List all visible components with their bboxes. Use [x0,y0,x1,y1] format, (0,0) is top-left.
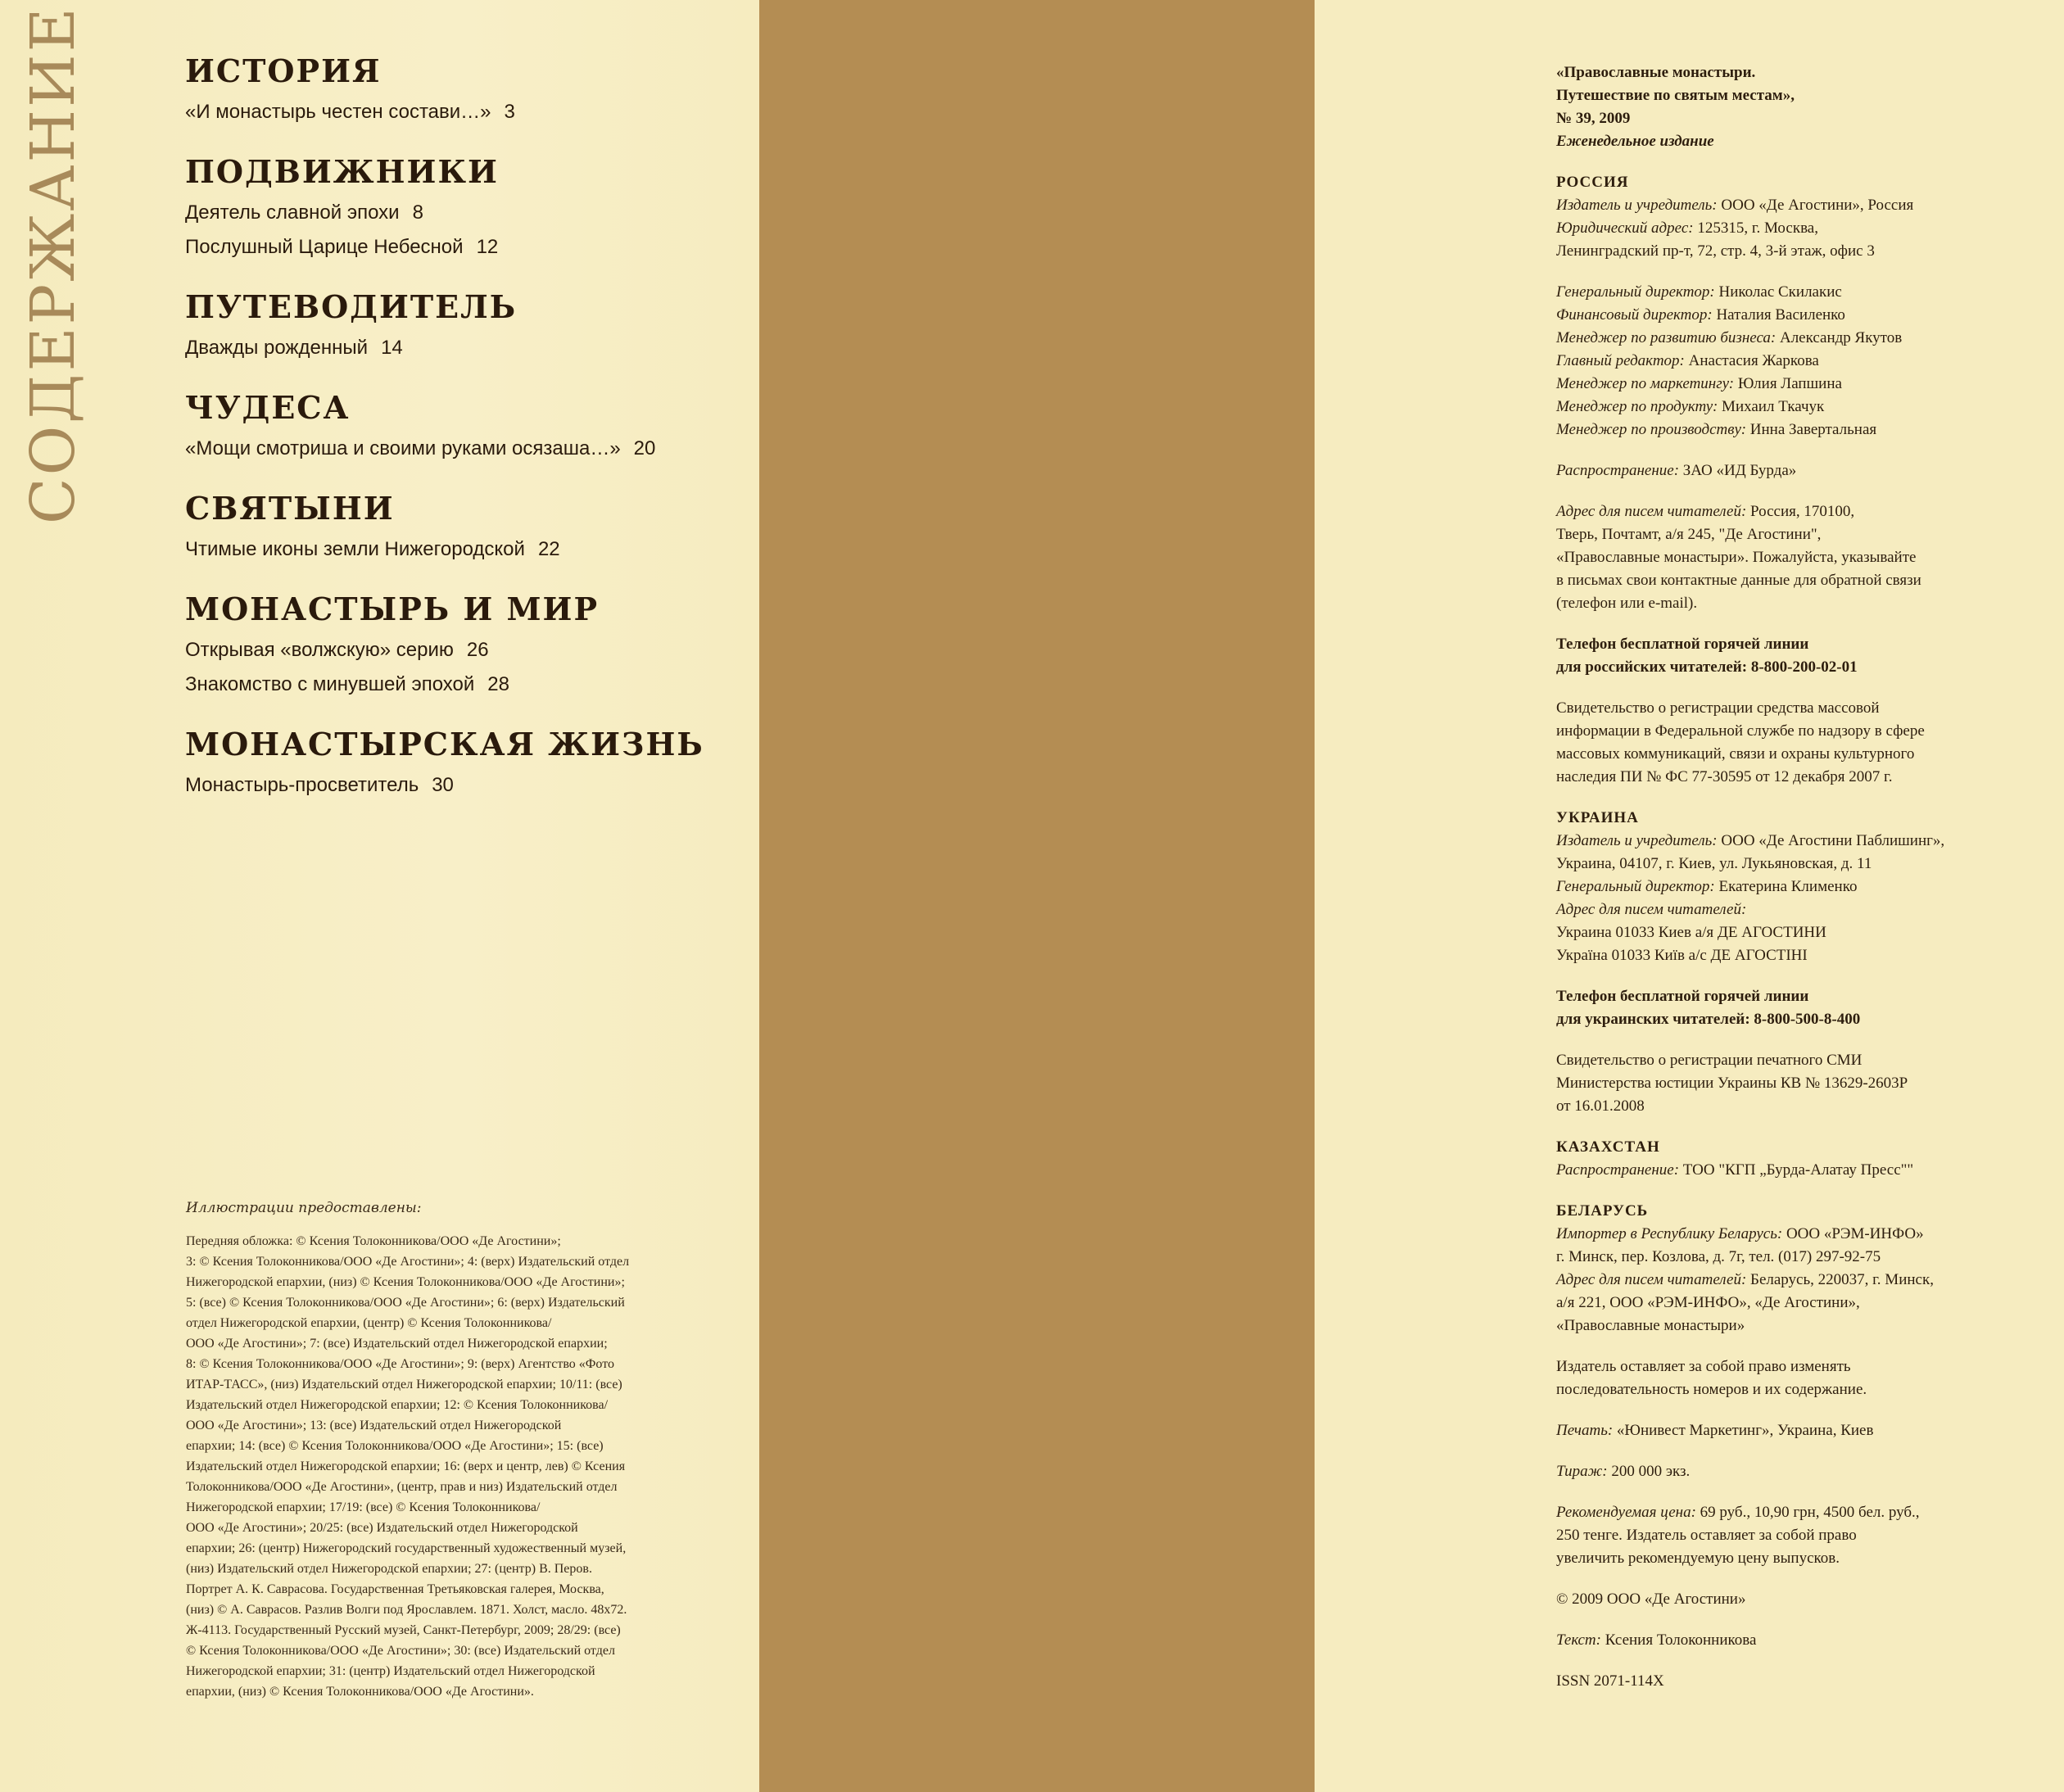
imprint-value: Анастасия Жаркова [1684,352,1819,369]
imprint-spacer [1556,1118,2064,1136]
toc-section [185,51,742,129]
imprint-line [1556,1072,2064,1095]
toc-entry[interactable] [185,768,742,803]
imprint-label: Импортер в Республику Беларусь: [1556,1225,1783,1242]
imprint-label: Менеджер по производству: [1556,421,1747,438]
imprint-value: Екатерина Клименко [1714,878,1858,895]
imprint-value: 69 руб., 10,90 грн, 4500 бел. руб., [1695,1504,1920,1521]
credit-line: Толоконникова/ООО «Де Агостини», (центр, прав и низ) Издательский отдел [186,1480,618,1494]
imprint-label: Текст: [1556,1631,1601,1649]
imprint-label: Тираж: [1556,1463,1608,1480]
credit-line: (низ) Издательский отдел Нижегородской епархии; 27: (центр) В. Перов. [186,1562,592,1576]
toc-entry[interactable] [185,432,742,466]
toc-entry-title: Открывая «волжскую» серию [185,639,454,661]
credit-line: ООО «Де Агостини»; 13: (все) Издательский отдел Нижегородской [186,1419,562,1432]
imprint-value: Телефон бесплатной горячей линии [1556,988,1809,1005]
imprint-line [1556,944,2064,967]
imprint-value: Телефон бесплатной горячей линии [1556,636,1809,653]
imprint-line [1556,84,2064,107]
imprint-value: Тверь, Почтамт, а/я 245, "Де Агостини", [1556,526,1822,543]
imprint-line [1556,1629,2064,1652]
imprint-line [1556,500,2064,523]
imprint-line [1556,1547,2064,1570]
credit-line: ООО «Де Агостини»; 20/25: (все) Издательский отдел Нижегородской [186,1521,578,1535]
imprint-line [1556,350,2064,373]
imprint-line [1556,853,2064,876]
imprint-text [1556,61,2064,1693]
imprint-value: ТОО "КГП „Бурда-Алатау Пресс"" [1679,1161,1914,1179]
imprint-value: ООО «Де Агостини», Россия [1717,197,1914,214]
imprint-label: Адрес для писем читателей: [1556,503,1747,520]
imprint-value: Александр Якутов [1776,329,1903,346]
imprint-value: информации в Федеральной службе по надзору в сфере [1556,722,1925,740]
imprint-value: «Православные монастыри. [1556,64,1756,81]
imprint-value: Юлия Лапшина [1734,375,1842,392]
imprint-label: Менеджер по маркетингу: [1556,375,1735,392]
imprint-value: (телефон или e-mail). [1556,595,1698,612]
toc-section-title: СВЯТЫНИ [185,490,395,527]
imprint-country-heading [1556,1136,2064,1159]
toc-section [185,287,742,365]
imprint-value: а/я 221, ООО «РЭМ-ИНФО», «Де Агостини», [1556,1294,1860,1311]
imprint-line [1556,876,2064,898]
imprint-line [1556,523,2064,546]
imprint-value: Путешествие по святым местам», [1556,87,1795,104]
imprint-line [1556,1223,2064,1246]
imprint-value: 200 000 экз. [1607,1463,1691,1480]
illustration-credits [186,1200,743,1702]
imprint-label: Распространение: [1556,1161,1680,1179]
toc-entry[interactable] [185,230,742,265]
credit-line: епархии; 26: (центр) Нижегородский государственный художественный музей, [186,1541,627,1555]
imprint-value: Украина 01033 Киев а/я ДЕ АГОСТИНИ [1556,924,1826,941]
credit-line: Передняя обложка: © Ксения Толоконникова/ООО «Де Агостини»; [186,1234,561,1248]
imprint-label: Юридический адрес: [1556,219,1694,237]
imprint-line [1556,592,2064,615]
toc-entry[interactable] [185,95,742,129]
credit-line: Нижегородской епархии; 31: (центр) Издательский отдел Нижегородской [186,1664,595,1678]
credit-line: Нижегородской епархии, (низ) © Ксения Толоконникова/ООО «Де Агостини»; [186,1275,625,1289]
contents-vertical-title: СОДЕРЖАНИЕ [18,5,88,524]
toc-entry-page: 3 [504,101,515,123]
imprint-line [1556,1460,2064,1483]
imprint-line [1556,1501,2064,1524]
imprint-spacer [1556,1031,2064,1049]
imprint-value: Наталия Василенко [1712,306,1845,324]
imprint-spacer [1556,153,2064,171]
imprint-label: Адрес для писем читателей: [1556,901,1747,918]
imprint-value: 125315, г. Москва, [1693,219,1818,237]
toc-entry-page: 8 [412,201,423,224]
imprint-line [1556,327,2064,350]
imprint-spacer [1556,1182,2064,1200]
imprint-value: Ленинградский пр-т, 72, стр. 4, 3-й этаж, офис 3 [1556,242,1875,260]
imprint-line [1556,1419,2064,1442]
imprint-value: «Юнивест Маркетинг», Украина, Киев [1613,1422,1874,1439]
imprint-line [1556,1159,2064,1182]
imprint-line [1556,281,2064,304]
imprint-country-heading [1556,171,2064,194]
toc-entry-title: Монастырь-просветитель [185,774,419,796]
imprint-label: Менеджер по продукту: [1556,398,1718,415]
credit-line: Издательский отдел Нижегородской епархии; 16: (верх и центр, лев) © Ксения [186,1459,626,1473]
imprint-value: Беларусь, 220037, г. Минск, [1746,1271,1934,1288]
imprint-line [1556,217,2064,240]
toc-entry-title: Чтимые иконы земли Нижегородской [185,538,525,560]
toc-section-title: МОНАСТЫРСКАЯ ЖИЗНЬ [185,726,704,763]
toc-entry[interactable] [185,196,742,230]
imprint-spacer [1556,1337,2064,1355]
imprint-line [1556,1378,2064,1401]
credit-line: ИТАР-ТАСС», (низ) Издательский отдел Нижегородской епархии; 10/11: (все) [186,1378,622,1392]
credit-line: 3: © Ксения Толоконникова/ООО «Де Агостини»; 4: (верх) Издательский отдел [186,1255,630,1269]
imprint-value: «Православные монастыри». Пожалуйста, указывайте [1556,549,1917,566]
imprint-value: © 2009 ООО «Де Агостини» [1556,1591,1746,1608]
imprint-label: Адрес для писем читателей: [1556,1271,1747,1288]
toc-entry-title: Деятель славной эпохи [185,201,400,224]
toc-section-title: ПОДВИЖНИКИ [185,153,499,190]
toc-entry-page: 12 [476,236,499,258]
imprint-label: Генеральный директор: [1556,283,1715,301]
credit-line: ООО «Де Агостини»; 7: (все) Издательский отдел Нижегородской епархии; [186,1337,608,1351]
toc-entry-title: Послушный Царице Небесной [185,236,464,258]
imprint-line [1556,898,2064,921]
imprint-label: Генеральный директор: [1556,878,1715,895]
credit-line: Издательский отдел Нижегородской епархии; 12: © Ксения Толоконникова/ [186,1398,609,1412]
imprint-value: Ксения Толоконникова [1600,1631,1757,1649]
imprint-spacer [1556,967,2064,985]
imprint-spacer [1556,1570,2064,1588]
table-of-contents [185,51,742,825]
imprint-value: РОССИЯ [1556,174,1629,191]
credit-line: Портрет А. К. Саврасова. Государственная Третьяковская галерея, Москва, [186,1582,604,1596]
page-edge [1315,0,1351,1792]
imprint-value: в письмах свои контактные данные для обратной связи [1556,572,1921,589]
imprint-value: от 16.01.2008 [1556,1097,1645,1115]
credit-line: отдел Нижегородской епархии, (центр) © Ксения Толоконникова/ [186,1316,552,1330]
imprint-label: Издатель и учредитель: [1556,197,1718,214]
imprint-country-heading [1556,807,2064,830]
toc-entry[interactable] [185,331,742,365]
imprint-spacer [1556,615,2064,633]
toc-entry-page: 28 [487,673,509,695]
toc-section-title: ЧУДЕСА [185,389,351,426]
toc-entry-page: 30 [432,774,454,796]
toc-entry-title: «И монастырь честен состави…» [185,101,491,123]
imprint-value: Издатель оставляет за собой право изменять [1556,1358,1851,1375]
imprint-line [1556,304,2064,327]
imprint-value: массовых коммуникаций, связи и охраны культурного [1556,745,1915,763]
imprint-panel [759,0,1945,1792]
credit-line: Нижегородской епархии; 17/19: (все) © Ксения Толоконникова/ [186,1500,541,1514]
imprint-value: «Православные монастыри» [1556,1317,1745,1334]
imprint-line [1556,921,2064,944]
imprint-label: Издатель и учредитель: [1556,832,1718,849]
imprint-spacer [1556,482,2064,500]
imprint-value: увеличить рекомендуемую цену выпусков. [1556,1550,1840,1567]
imprint-label: Печать: [1556,1422,1614,1439]
imprint-value: Николас Скилакис [1714,283,1842,301]
imprint-line [1556,1588,2064,1611]
imprint-value: наследия ПИ № ФС 77-30595 от 12 декабря 2007 г. [1556,768,1893,785]
imprint-line [1556,830,2064,853]
imprint-line [1556,569,2064,592]
toc-entry-page: 14 [381,337,403,359]
imprint-value: г. Минск, пер. Козлова, д. 7г, тел. (017) 297-92-75 [1556,1248,1881,1265]
imprint-value: № 39, 2009 [1556,110,1631,127]
imprint-label: Рекомендуемая цена: [1556,1504,1696,1521]
imprint-line [1556,1670,2064,1693]
imprint-line [1556,107,2064,130]
imprint-value: Россия, 170100, [1746,503,1855,520]
toc-section [185,589,742,702]
imprint-line [1556,1315,2064,1337]
imprint-value: УКРАИНА [1556,809,1639,826]
imprint-value: Украина, 04107, г. Киев, ул. Лукьяновская, д. 11 [1556,855,1872,872]
imprint-value: Україна 01033 Київ а/с ДЕ АГОСТІНІ [1556,947,1808,964]
toc-section [185,724,742,803]
imprint-line [1556,743,2064,766]
imprint-line [1556,459,2064,482]
imprint-value: 250 тенге. Издатель оставляет за собой право [1556,1527,1857,1544]
toc-section [185,152,742,265]
toc-entry-page: 20 [633,437,656,459]
imprint-line [1556,419,2064,441]
credit-line: епархии; 14: (все) © Ксения Толоконникова/ООО «Де Агостини»; 15: (все) [186,1439,604,1453]
imprint-line [1556,1049,2064,1072]
imprint-spacer [1556,1442,2064,1460]
imprint-value: Министерства юстиции Украины КВ № 13629-2603Р [1556,1075,1908,1092]
credit-line: епархии, (низ) © Ксения Толоконникова/ООО «Де Агостини». [186,1685,534,1699]
credit-line: Ж-4113. Государственный Русский музей, Санкт-Петербург, 2009; 28/29: (все) [186,1623,621,1637]
imprint-spacer [1556,1483,2064,1501]
imprint-value: БЕЛАРУСЬ [1556,1202,1649,1220]
imprint-value: Михаил Ткачук [1718,398,1825,415]
imprint-spacer [1556,1611,2064,1629]
imprint-line [1556,766,2064,789]
imprint-line [1556,194,2064,217]
credit-line: © Ксения Толоконникова/ООО «Де Агостини»; 30: (все) Издательский отдел [186,1644,615,1658]
imprint-line [1556,1269,2064,1292]
imprint-line [1556,130,2064,153]
imprint-line [1556,697,2064,720]
toc-entry[interactable] [185,633,742,667]
toc-section [185,488,742,567]
imprint-value: Инна Завертальная [1746,421,1877,438]
imprint-value: Свидетельство о регистрации средства массовой [1556,699,1880,717]
illustration-credits-title: Иллюстрации предоставлены: [186,1200,422,1216]
imprint-line [1556,1355,2064,1378]
toc-section [185,387,742,466]
imprint-label: Главный редактор: [1556,352,1685,369]
toc-section-title: МОНАСТЫРЬ И МИР [185,591,600,627]
toc-entry-page: 22 [537,538,560,560]
imprint-line [1556,396,2064,419]
imprint-line [1556,240,2064,263]
imprint-value: ООО «РЭМ-ИНФО» [1782,1225,1924,1242]
imprint-spacer [1556,263,2064,281]
imprint-value: для украинских читателей: 8-800-500-8-400 [1556,1011,1861,1028]
imprint-value: для российских читателей: 8-800-200-02-01 [1556,658,1858,676]
imprint-label: Распространение: [1556,462,1680,479]
toc-section-title: ПУТЕВОДИТЕЛЬ [185,288,518,325]
credit-line: 8: © Ксения Толоконникова/ООО «Де Агостини»; 9: (верх) Агентство «Фото [186,1357,614,1371]
imprint-line [1556,61,2064,84]
toc-entry[interactable] [185,667,742,702]
imprint-value: КАЗАХСТАН [1556,1138,1660,1156]
toc-entry-title: Знакомство с минувшей эпохой [185,673,475,695]
toc-entry-title: Дважды рожденный [185,337,369,359]
imprint-line [1556,985,2064,1008]
toc-entry-title: «Мощи смотриша и своими руками осязаша…» [185,437,621,459]
toc-section-title: ИСТОРИЯ [185,52,382,89]
imprint-value: Свидетельство о регистрации печатного СМИ [1556,1052,1863,1069]
imprint-line [1556,656,2064,679]
imprint-value: ЗАО «ИД Бурда» [1679,462,1797,479]
imprint-label: Менеджер по развитию бизнеса: [1556,329,1777,346]
imprint-line [1556,1524,2064,1547]
imprint-country-heading [1556,1200,2064,1223]
imprint-spacer [1556,679,2064,697]
credit-line: (низ) © А. Саврасов. Разлив Волги под Ярославлем. 1871. Холст, масло. 48x72. [186,1603,627,1617]
imprint-value: ООО «Де Агостини Паблишинг», [1717,832,1945,849]
imprint-line [1556,1246,2064,1269]
imprint-value: ISSN 2071-114X [1556,1672,1664,1690]
imprint-spacer [1556,789,2064,807]
imprint-line [1556,373,2064,396]
imprint-line [1556,1008,2064,1031]
toc-entry-page: 26 [466,639,489,661]
toc-entry[interactable] [185,532,742,567]
imprint-spacer [1556,1652,2064,1670]
imprint-line [1556,546,2064,569]
imprint-line [1556,720,2064,743]
imprint-line [1556,633,2064,656]
imprint-label: Финансовый директор: [1556,306,1713,324]
imprint-value: Еженедельное издание [1556,133,1714,150]
imprint-line [1556,1095,2064,1118]
imprint-value: последовательность номеров и их содержание. [1556,1381,1867,1398]
contents-panel [0,0,759,1792]
imprint-spacer [1556,1401,2064,1419]
imprint-spacer [1556,441,2064,459]
illustration-credits-body [186,1231,743,1702]
credit-line: 5: (все) © Ксения Толоконникова/ООО «Де Агостини»; 6: (верх) Издательский [186,1296,625,1310]
imprint-line [1556,1292,2064,1315]
